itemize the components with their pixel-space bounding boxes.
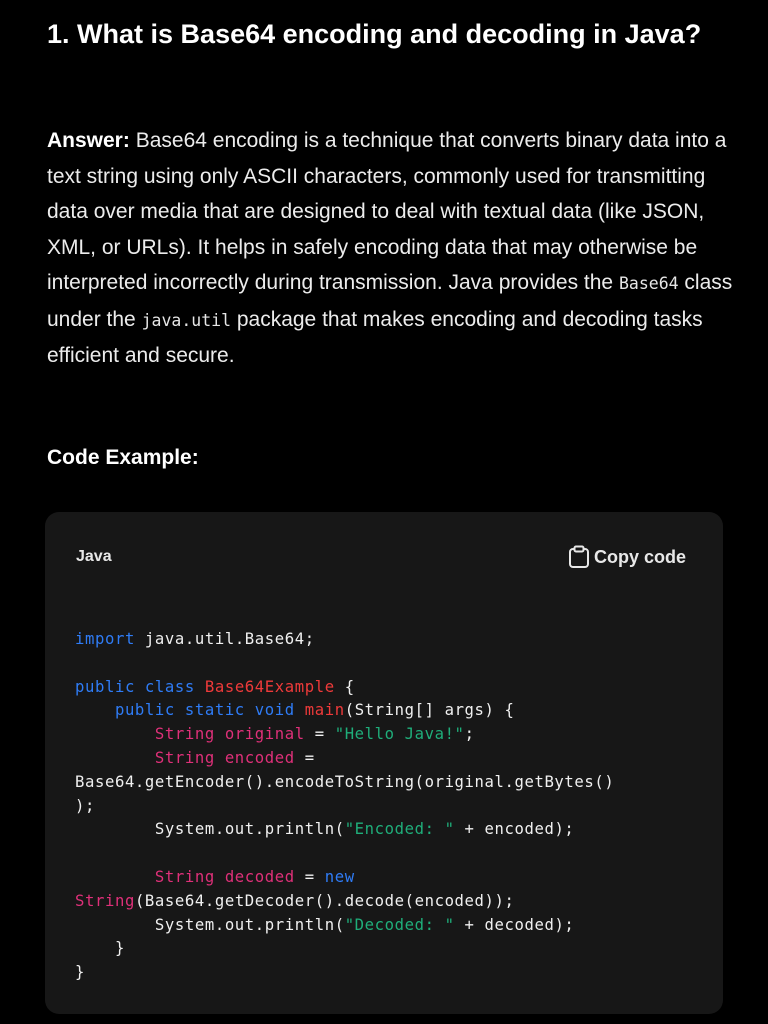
code-line	[75, 914, 614, 938]
code-token: Base64.getEncoder().encodeToString(original.getBytes()	[75, 772, 615, 791]
question-heading	[47, 16, 737, 53]
question-title: What is Base64 encoding and decoding in Java?	[77, 19, 702, 49]
code-line	[75, 747, 614, 771]
code-token: =	[294, 867, 325, 886]
code-token: String decoded	[154, 867, 295, 886]
code-token: java.util.Base64;	[134, 630, 315, 648]
code-token: public static void	[114, 701, 295, 720]
code-token: public class	[75, 677, 195, 696]
code-token: main	[304, 701, 345, 720]
answer-text-part3: package that makes encoding and decoding tasks efficient and secure.	[47, 307, 703, 367]
code-line	[75, 795, 614, 819]
code-token	[75, 868, 155, 886]
code-token: String	[75, 891, 135, 910]
code-token: {	[334, 677, 355, 696]
code-token: String encoded	[154, 748, 295, 767]
code-token: System.out.println(	[75, 820, 345, 839]
code-token: import	[75, 630, 135, 648]
code-token: + encoded);	[454, 820, 575, 839]
code-token: }	[75, 939, 125, 958]
code-line	[75, 628, 614, 652]
code-token	[75, 725, 155, 743]
code-token: "Decoded: "	[344, 915, 455, 934]
code-block	[45, 512, 723, 1014]
code-token	[75, 701, 115, 719]
code-line	[75, 652, 614, 676]
code-token: System.out.println(	[75, 915, 345, 934]
answer-text-part2: class under the	[47, 271, 733, 331]
question-number: 1.	[47, 19, 70, 49]
code-line	[75, 818, 614, 842]
code-line	[75, 771, 614, 795]
code-line	[75, 866, 614, 890]
code-line	[75, 890, 614, 914]
code-token: );	[75, 796, 95, 815]
code-token: (String[] args) {	[344, 701, 515, 720]
code-line	[75, 676, 614, 700]
code-language-label: Java	[76, 548, 112, 565]
code-token: }	[75, 963, 85, 982]
answer-label: Answer:	[47, 129, 130, 152]
code-token: "Hello Java!"	[334, 725, 465, 744]
code-token	[295, 701, 305, 719]
code-line	[75, 937, 614, 961]
copy-code-button[interactable]	[568, 543, 686, 571]
code-example-heading: Code Example:	[47, 446, 199, 469]
code-token: "Encoded: "	[344, 820, 455, 839]
code-token: ;	[464, 725, 475, 744]
code-token: =	[304, 725, 335, 744]
code-line	[75, 723, 614, 747]
code-line	[75, 699, 614, 723]
code-token: (Base64.getDecoder().decode(encoded));	[134, 891, 515, 910]
code-token: Base64Example	[204, 677, 335, 696]
copy-code-label: Copy code	[593, 546, 686, 567]
code-line	[75, 842, 614, 866]
code-token: new	[324, 867, 355, 886]
clipboard-icon	[568, 545, 590, 569]
code-token: String original	[154, 725, 305, 744]
inline-code-java-util: java.util	[141, 310, 231, 330]
answer-paragraph	[47, 123, 737, 374]
code-token: + decoded);	[454, 915, 575, 934]
code-token	[75, 749, 155, 767]
code-content	[75, 628, 614, 985]
inline-code-base64: Base64	[618, 274, 679, 293]
code-token	[195, 678, 205, 696]
answer-text-part1: Base64 encoding is a technique that converts binary data into a text string using only ASCII characters, commonly used for transmitting data over media that are designed to deal with textual data (like JSON, XML, or URLs). It helps in safely encoding data that may otherwise be interpreted incorrectly during transmission. Java provides the	[47, 129, 727, 294]
code-token: =	[294, 748, 315, 767]
code-line	[75, 961, 614, 985]
